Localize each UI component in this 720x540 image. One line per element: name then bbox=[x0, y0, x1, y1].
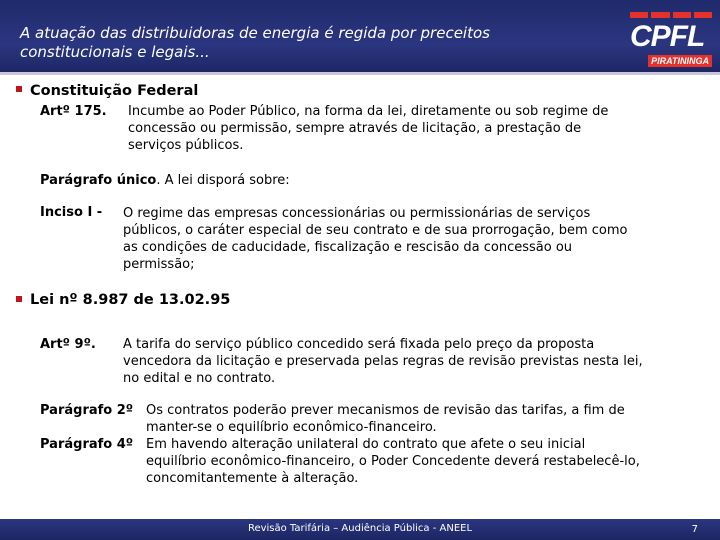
paragrafo-2-label: Parágrafo 2º bbox=[40, 403, 134, 418]
paragrafo-unico-label: Parágrafo único bbox=[40, 173, 157, 188]
art-175-line: serviços públicos. bbox=[128, 138, 244, 153]
paragrafo-2-line: manter-se o equilíbrio econômico-financeiro. bbox=[146, 420, 437, 435]
paragrafo-4-text bbox=[146, 436, 640, 487]
paragrafo-4-label: Parágrafo 4º bbox=[40, 437, 134, 452]
inciso-i-line: permissão; bbox=[123, 257, 195, 272]
art-9-label: Artº 9º. bbox=[40, 337, 96, 352]
logo-subtext: PIRATININGA bbox=[648, 55, 712, 67]
inciso-i-line: as condições de caducidade, fiscalização e rescisão da concessão ou bbox=[123, 240, 573, 255]
paragrafo-unico-text: . A lei disporá sobre: bbox=[156, 173, 290, 188]
logo-text: CPFL bbox=[630, 20, 705, 53]
paragrafo-2-text bbox=[146, 402, 625, 436]
paragrafo-4-line: Em havendo alteração unilateral do contrato que afete o seu inicial bbox=[146, 437, 586, 452]
art-9-text bbox=[123, 336, 643, 387]
art-175-text bbox=[128, 103, 608, 154]
art-9-line: A tarifa do serviço público concedido será fixada pelo preço da proposta bbox=[123, 337, 595, 352]
slide-title-line-2: constitucionais e legais... bbox=[20, 43, 210, 61]
inciso-i-label: Inciso I - bbox=[40, 205, 103, 220]
page-number: 7 bbox=[691, 524, 698, 535]
paragrafo-2-line: Os contratos poderão prever mecanismos de revisão das tarifas, a fim de bbox=[146, 403, 625, 418]
bullet-icon bbox=[16, 296, 22, 302]
section-title-constituicao: Constituição Federal bbox=[30, 83, 199, 99]
paragrafo-4-line: equilíbrio econômico-financeiro, o Poder Concedente deverá restabelecê-lo, bbox=[146, 454, 640, 469]
art-175-line: Incumbe ao Poder Público, na forma da lei, diretamente ou sob regime de bbox=[128, 104, 609, 119]
art-175-label: Artº 175. bbox=[40, 104, 107, 119]
section-title-lei: Lei nº 8.987 de 13.02.95 bbox=[30, 292, 231, 308]
inciso-i-line: O regime das empresas concessionárias ou permissionárias de serviços bbox=[123, 206, 591, 221]
inciso-i-text bbox=[123, 205, 627, 273]
bullet-icon bbox=[16, 86, 22, 92]
paragrafo-unico bbox=[40, 172, 290, 189]
slide-footer bbox=[0, 519, 720, 540]
paragrafo-4-line: concomitantemente à alteração. bbox=[146, 471, 359, 486]
inciso-i-line: públicos, o caráter especial de seu contrato e de sua prorrogação, bem como bbox=[123, 223, 628, 238]
art-9-line: vencedora da licitação e preservada pelas regras de revisão previstas nesta lei, bbox=[123, 354, 643, 369]
slide-title-line-1: A atuação das distribuidoras de energia é regida por preceitos bbox=[20, 24, 490, 42]
footer-text: Revisão Tarifária – Audiência Pública - ANEEL bbox=[247, 523, 473, 534]
art-175-line: concessão ou permissão, sempre através de licitação, a prestação de bbox=[128, 121, 582, 136]
art-9-line: no edital e no contrato. bbox=[123, 371, 276, 386]
